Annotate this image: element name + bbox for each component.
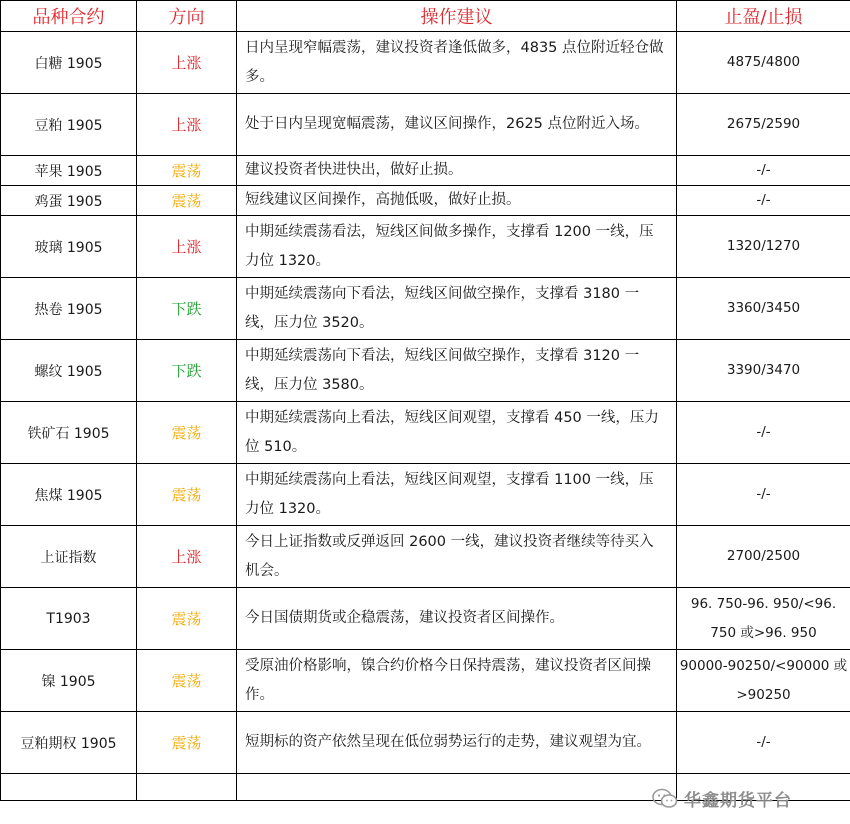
- direction-cell: 震荡: [137, 156, 237, 186]
- direction-cell: 震荡: [137, 402, 237, 464]
- variety-cell: 螺纹 1905: [1, 340, 137, 402]
- direction-cell: 下跌: [137, 340, 237, 402]
- table-row: [1, 278, 850, 340]
- wechat-icon: [652, 788, 678, 810]
- target-cell: 4875/4800: [677, 32, 850, 94]
- table-row: [1, 464, 850, 526]
- table-row: [1, 588, 850, 650]
- variety-cell: 上证指数: [1, 526, 137, 588]
- variety-cell: 热卷 1905: [1, 278, 137, 340]
- variety-cell: 鸡蛋 1905: [1, 186, 137, 216]
- target-cell: -/-: [677, 402, 850, 464]
- advice-cell: 中期延续震荡向下看法，短线区间做空操作，支撑看 3120 一线，压力位 3580。: [237, 340, 677, 402]
- target-cell: -/-: [677, 712, 850, 774]
- advice-cell: 中期延续震荡向下看法，短线区间做空操作，支撑看 3180 一线，压力位 3520。: [237, 278, 677, 340]
- variety-cell: 焦煤 1905: [1, 464, 137, 526]
- advice-cell: 中期延续震荡向上看法，短线区间观望，支撑看 450 一线，压力位 510。: [237, 402, 677, 464]
- target-cell: 3360/3450: [677, 278, 850, 340]
- table-row: [1, 94, 850, 156]
- advice-cell: [237, 774, 677, 801]
- advice-cell: 短期标的资产依然呈现在低位弱势运行的走势，建议观望为宜。: [237, 712, 677, 774]
- direction-cell: [137, 774, 237, 801]
- table-row: [1, 712, 850, 774]
- advice-cell: 日内呈现窄幅震荡，建议投资者逢低做多，4835 点位附近轻仓做多。: [237, 32, 677, 94]
- direction-cell: 上涨: [137, 216, 237, 278]
- direction-cell: 上涨: [137, 94, 237, 156]
- table-row: [1, 216, 850, 278]
- watermark: [652, 786, 792, 811]
- variety-cell: [1, 774, 137, 801]
- variety-cell: 铁矿石 1905: [1, 402, 137, 464]
- variety-cell: 玻璃 1905: [1, 216, 137, 278]
- table-row: [1, 526, 850, 588]
- header-advice: 操作建议: [237, 1, 677, 32]
- target-cell: -/-: [677, 464, 850, 526]
- direction-cell: 震荡: [137, 186, 237, 216]
- variety-cell: 苹果 1905: [1, 156, 137, 186]
- direction-cell: 下跌: [137, 278, 237, 340]
- table-row: [1, 402, 850, 464]
- direction-cell: 震荡: [137, 650, 237, 712]
- table-row: [1, 650, 850, 712]
- target-cell: -/-: [677, 186, 850, 216]
- advice-cell: 处于日内呈现宽幅震荡，建议区间操作，2625 点位附近入场。: [237, 94, 677, 156]
- advice-cell: 受原油价格影响，镍合约价格今日保持震荡，建议投资者区间操作。: [237, 650, 677, 712]
- target-cell: -/-: [677, 156, 850, 186]
- target-cell: 96. 750-96. 950/<96. 750 或>96. 950: [677, 588, 850, 650]
- variety-cell: 豆粕期权 1905: [1, 712, 137, 774]
- target-cell: 90000-90250/<90000 或>90250: [677, 650, 850, 712]
- target-cell: 2700/2500: [677, 526, 850, 588]
- direction-cell: 上涨: [137, 526, 237, 588]
- advice-cell: 今日国债期货或企稳震荡，建议投资者区间操作。: [237, 588, 677, 650]
- header-row: [1, 1, 850, 32]
- target-cell: 3390/3470: [677, 340, 850, 402]
- direction-cell: 上涨: [137, 32, 237, 94]
- direction-cell: 震荡: [137, 712, 237, 774]
- advice-cell: 中期延续震荡向上看法，短线区间观望，支撑看 1100 一线，压力位 1320。: [237, 464, 677, 526]
- advice-cell: 中期延续震荡看法，短线区间做多操作，支撑看 1200 一线，压力位 1320。: [237, 216, 677, 278]
- table-row: [1, 32, 850, 94]
- advice-cell: 短线建议区间操作，高抛低吸，做好止损。: [237, 186, 677, 216]
- variety-cell: T1903: [1, 588, 137, 650]
- variety-cell: 白糖 1905: [1, 32, 137, 94]
- variety-cell: 镍 1905: [1, 650, 137, 712]
- direction-cell: 震荡: [137, 464, 237, 526]
- advice-cell: 建议投资者快进快出，做好止损。: [237, 156, 677, 186]
- table-row: [1, 340, 850, 402]
- table-row: [1, 186, 850, 216]
- watermark-text: 华鑫期货平台: [684, 791, 792, 811]
- header-variety: 品种合约: [1, 1, 137, 32]
- target-cell: 1320/1270: [677, 216, 850, 278]
- variety-cell: 豆粕 1905: [1, 94, 137, 156]
- direction-cell: 震荡: [137, 588, 237, 650]
- header-direction: 方向: [137, 1, 237, 32]
- table-row: [1, 156, 850, 186]
- target-cell: 2675/2590: [677, 94, 850, 156]
- header-target: 止盈/止损: [677, 1, 850, 32]
- advice-cell: 今日上证指数或反弹返回 2600 一线，建议投资者继续等待买入机会。: [237, 526, 677, 588]
